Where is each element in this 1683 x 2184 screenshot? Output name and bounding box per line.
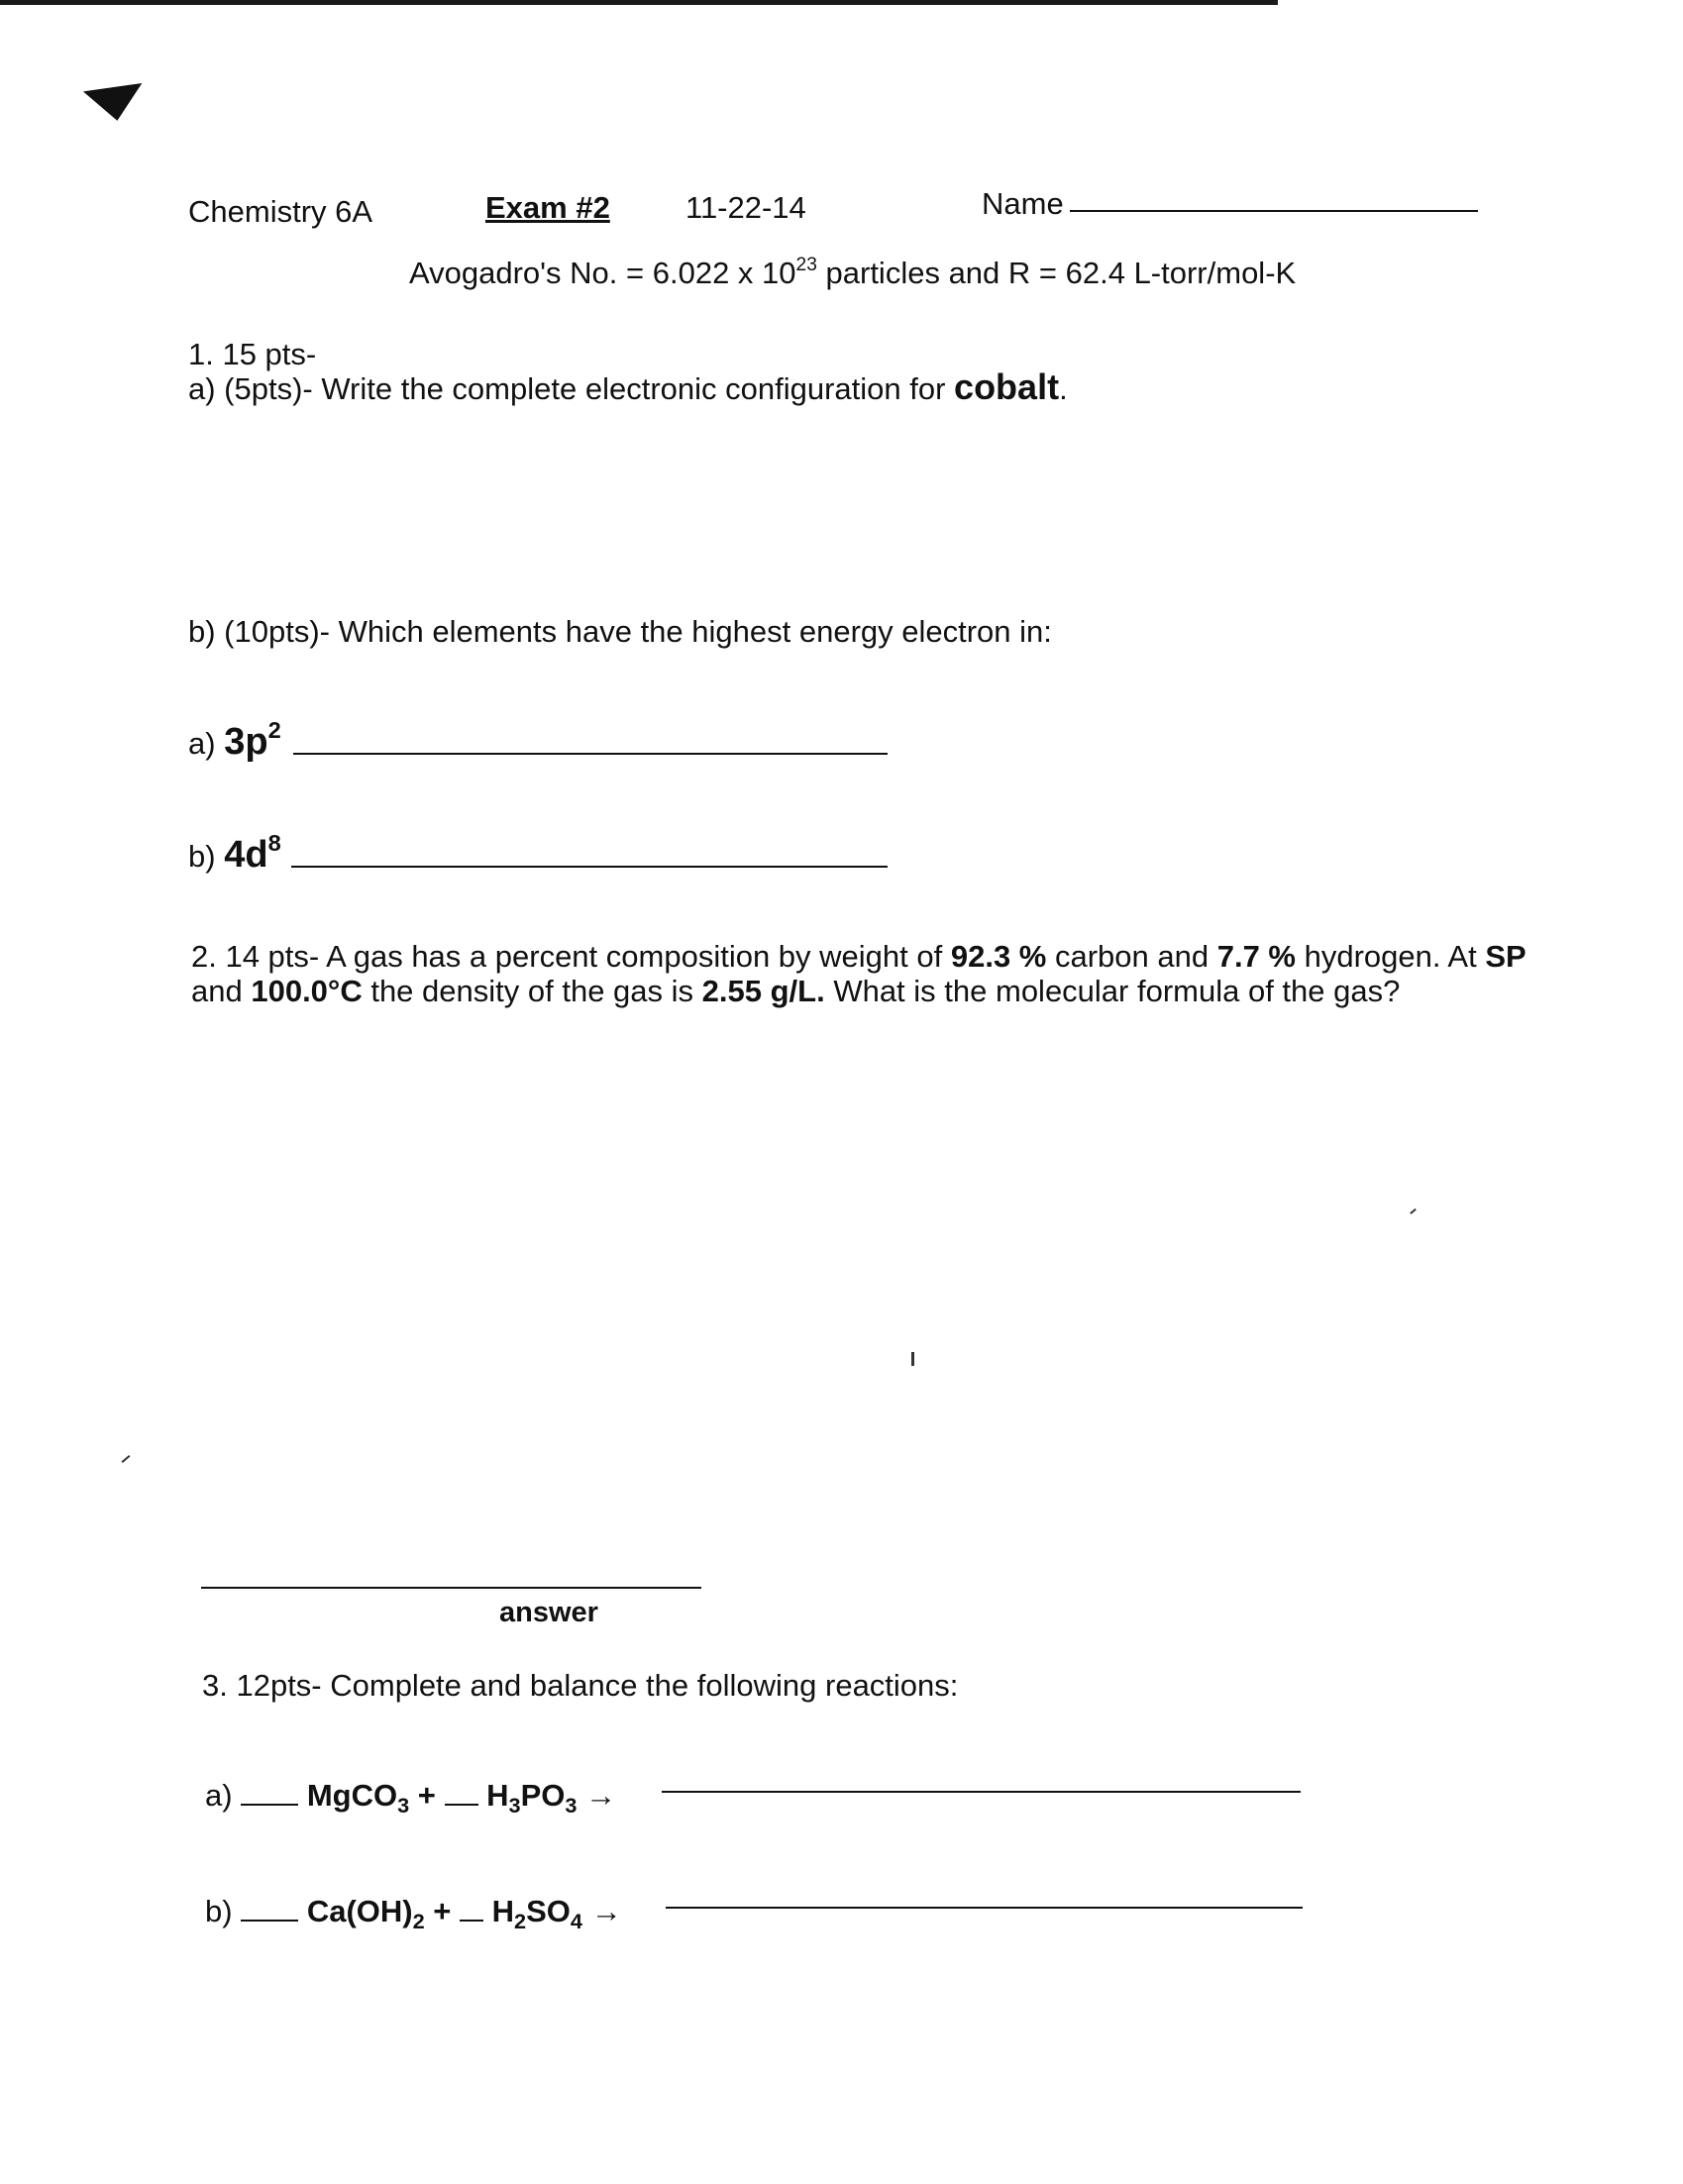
avogadro-text: Avogadro's No. = 6.022 x 10: [409, 256, 796, 290]
q1b-text: b) (10pts)- Which elements have the highest energy electron in:: [188, 614, 1052, 649]
reaction-a: a) MgCO$_3$ + $H_3PO_3$ →: [205, 1778, 617, 1819]
q1a-period: .: [1059, 371, 1068, 406]
q2-line-1: 2. 14 pts- A gas has a percent composition by weight of 92.3 % carbon and 7.7 % hydrogen. At SP: [191, 939, 1526, 974]
q1b-item-b-label: b): [188, 839, 216, 874]
q2-density: 2.55 g/L.: [701, 974, 825, 1008]
reaction-b-products-line[interactable]: [666, 1907, 1303, 1909]
reaction-a-coef-1[interactable]: [241, 1804, 298, 1806]
scan-speck: [1410, 1208, 1417, 1214]
q1b-item-b-orbital: $4d^8$: [224, 830, 281, 876]
q1a-prompt: a) (5pts)- Write the complete electronic configuration for: [188, 371, 955, 406]
reaction-a-reactant-1: MgCO$_3$: [306, 1778, 410, 1819]
name-field-line[interactable]: [1070, 210, 1478, 212]
constants-line: [409, 256, 1296, 291]
q1b-item-a: [188, 717, 281, 764]
q1a-element: cobalt: [954, 366, 1060, 407]
reaction-b-coef-2[interactable]: [460, 1920, 483, 1922]
exam-title: Exam #2: [485, 190, 610, 225]
reaction-a-products-line[interactable]: [662, 1791, 1301, 1793]
scan-speck: [122, 1455, 131, 1463]
q1b-item-a-label: a): [188, 726, 216, 761]
reaction-b-coef-1[interactable]: [241, 1920, 298, 1922]
reaction-a-reactant-2: $H_3PO_3$: [486, 1778, 578, 1819]
reaction-b-reactant-1: $Ca(OH)_2$: [306, 1894, 425, 1934]
reaction-b-reactant-2: $H_2SO_4$: [491, 1894, 582, 1934]
q2-carbon-percent: 92.3 %: [950, 939, 1047, 974]
corner-triangle-mark: [83, 83, 147, 125]
course-name: Chemistry 6A: [188, 194, 373, 229]
q2-sp: SP: [1485, 939, 1526, 974]
reaction-b-arrow: →: [581, 1894, 622, 1928]
q2-temperature: 100.0°C: [251, 974, 363, 1008]
q1-title: 1. 15 pts-: [188, 337, 317, 371]
reaction-a-label: a): [205, 1778, 233, 1813]
q1a-text: [188, 366, 1068, 408]
gas-constant-text: particles and R = 62.4 L-torr/mol-K: [816, 256, 1297, 290]
scan-speck: [911, 1352, 914, 1366]
q1b-item-a-answer-line[interactable]: [293, 753, 888, 755]
q1b-item-b-answer-line[interactable]: [291, 866, 888, 868]
name-label: Name: [982, 186, 1064, 221]
q2-answer-line[interactable]: [201, 1587, 701, 1589]
reaction-a-coef-2[interactable]: [445, 1804, 478, 1806]
reaction-b: b) $Ca(OH)_2 + H_2SO_4$ →: [205, 1894, 622, 1934]
reaction-b-label: b): [205, 1894, 233, 1928]
q1b-item-b: [188, 830, 281, 877]
reaction-a-arrow: →: [577, 1778, 617, 1813]
exam-date: 11-22-14: [685, 190, 806, 225]
q3-title: 3. 12pts- Complete and balance the following reactions:: [202, 1668, 959, 1703]
avogadro-exponent: 23: [795, 254, 817, 275]
q1b-item-a-orbital: $3p^2$: [224, 717, 281, 763]
q2-hydrogen-percent: 7.7 %: [1216, 939, 1296, 974]
q2-answer-label: answer: [499, 1597, 598, 1628]
scan-top-edge-gap: [1278, 0, 1683, 5]
q2-line-2: and 100.0°C the density of the gas is 2.55 g/L. What is the molecular formula of the gas?: [191, 974, 1401, 1008]
